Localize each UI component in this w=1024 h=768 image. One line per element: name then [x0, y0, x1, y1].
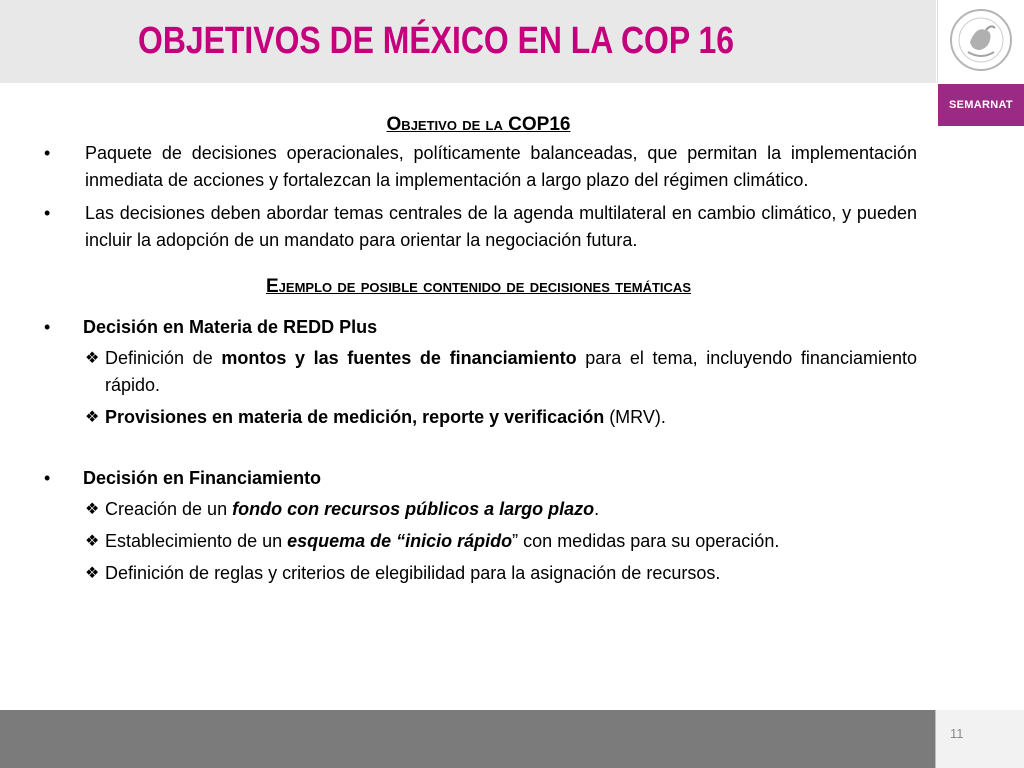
objective-list	[40, 140, 917, 254]
objective-bullet	[40, 140, 917, 194]
bullet-dot-icon: •	[44, 143, 51, 163]
diamond-bullet-icon: ❖	[85, 409, 100, 426]
sub-item-text: para el tema, incluyendo financiamiento rápido.	[105, 348, 917, 395]
semarnat-logo: SEMARNAT	[938, 84, 1024, 126]
sub-item-text: Definición de reglas y criterios de elegibilidad para la asignación de recursos.	[105, 563, 721, 583]
seal-box	[937, 0, 1024, 83]
diamond-bullet-icon: ❖	[85, 533, 100, 550]
page-number-box	[935, 710, 1024, 768]
sub-item	[40, 404, 917, 431]
sub-item-emphasis: esquema de “inicio rápido	[287, 531, 513, 551]
sub-item-text: Definición de	[105, 348, 222, 368]
sub-item	[40, 528, 917, 555]
sub-item	[40, 560, 917, 587]
bullet-dot-icon: •	[44, 468, 51, 488]
sub-item-text: (MRV).	[604, 407, 666, 427]
slide-content	[40, 110, 917, 592]
decision-section-redd	[40, 314, 917, 431]
diamond-bullet-icon: ❖	[85, 565, 100, 582]
section-title-text: Decisión en Materia de REDD Plus	[83, 317, 378, 337]
mexican-coat-of-arms-icon	[946, 2, 1016, 78]
sub-item	[40, 345, 917, 399]
objective-bullet-text: Paquete de decisiones operacionales, políticamente balanceadas, que permitan la implementación inmediata de acciones y fortalezcan la implementación a largo plazo del régimen climático.	[85, 143, 917, 190]
sub-item	[40, 496, 917, 523]
section-title	[40, 314, 917, 341]
diamond-bullet-icon: ❖	[85, 350, 100, 367]
objective-bullet	[40, 200, 917, 254]
objective-heading: Objetivo de la COP16	[386, 114, 571, 135]
footer-band	[0, 710, 1024, 768]
sub-item-text: Establecimiento de un	[105, 531, 288, 551]
page-number: 11	[950, 726, 964, 741]
bullet-dot-icon: •	[44, 203, 51, 223]
sub-item-emphasis: fondo con recursos públicos a largo plazo	[232, 499, 595, 519]
sub-item-emphasis: montos y las fuentes de financiamiento	[221, 348, 577, 368]
sub-item-text: ” con medidas para su operación.	[512, 531, 780, 551]
sub-item-text: .	[594, 499, 600, 519]
objective-bullet-text: Las decisiones deben abordar temas centrales de la agenda multilateral en cambio climático, y pueden incluir la adopción de un mandato para orientar la negociación futura.	[85, 203, 917, 250]
sub-item-emphasis: Provisiones en materia de medición, reporte y verificación	[105, 407, 605, 427]
sub-item-text: Creación de un	[105, 499, 233, 519]
bullet-dot-icon: •	[44, 317, 51, 337]
slide-title: OBJETIVOS DE MÉXICO EN LA COP 16	[138, 20, 734, 62]
decision-section-finance	[40, 465, 917, 587]
section-title-text: Decisión en Financiamiento	[83, 468, 322, 488]
example-heading: Ejemplo de posible contenido de decisiones temáticas	[266, 276, 691, 297]
diamond-bullet-icon: ❖	[85, 501, 100, 518]
section-title	[40, 465, 917, 492]
